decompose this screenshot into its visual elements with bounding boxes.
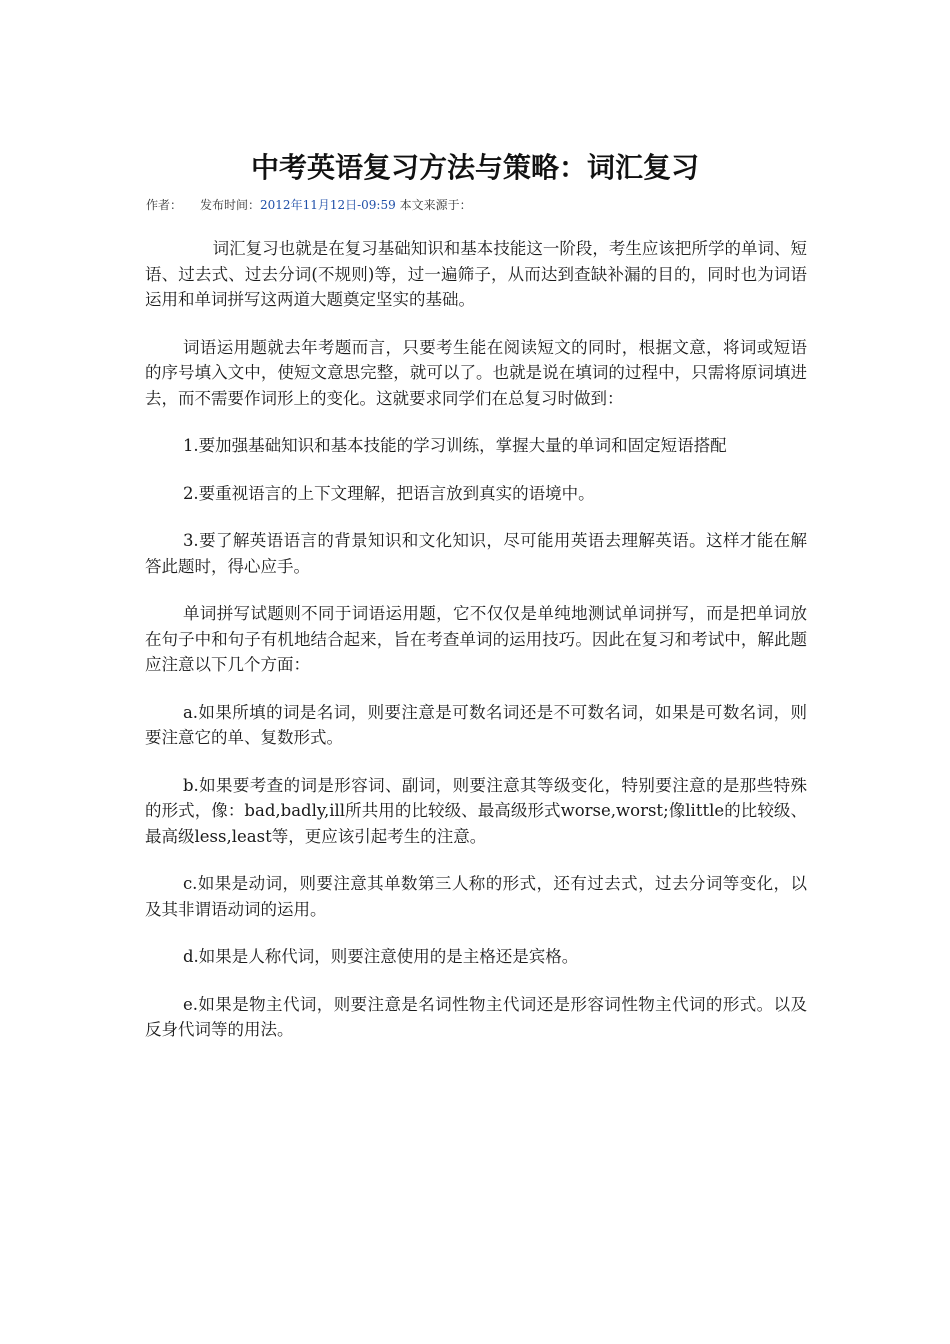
paragraph-point-d: d.如果是人称代词，则要注意使用的是主格还是宾格。	[182, 947, 579, 966]
source-label: 本文来源于：	[399, 198, 472, 212]
published-date: 2012年11月12日-09:59	[260, 198, 396, 212]
paragraph-spelling: 单词拼写试题则不同于词语运用题，它不仅仅是单纯地测试单词拼写，而是把单词放在句子中和句子有机地结合起来，旨在考查单词的运用技巧。因此在复习和考试中，解此题应注意以下几个方面：	[145, 604, 807, 674]
paragraph-intro: 词汇复习也就是在复习基础知识和基本技能这一阶段，考生应该把所学的单词、短语、过去式、过去分词(不规则)等，过一遍筛子，从而达到查缺补漏的目的，同时也为词语运用和单词拼写这两道大题奠定坚实的基础。	[145, 239, 807, 309]
published-label: 发布时间：	[200, 198, 261, 212]
paragraph-point-c: c.如果是动词，则要注意其单数第三人称的形式，还有过去式，过去分词等变化，以及其非谓语动词的运用。	[145, 874, 807, 919]
paragraph-point-3: 3.要了解英语语言的背景知识和文化知识，尽可能用英语去理解英语。这样才能在解答此题时，得心应手。	[145, 531, 807, 576]
paragraph-point-e: e.如果是物主代词，则要注意是名词性物主代词还是形容词性物主代词的形式。以及反身代词等的用法。	[145, 994, 807, 1039]
article-meta	[146, 197, 472, 213]
paragraph-point-2: 2.要重视语言的上下文理解，把语言放到真实的语境中。	[182, 483, 595, 503]
paragraph-word-usage: 词语运用题就去年考题而言，只要考生能在阅读短文的同时，根据文意，将词或短语的序号填入文中，使短文意思完整，就可以了。也就是说在填词的过程中，只需将原词填进去，而不需要作词形上的变化。这就要求同学们在总复习时做到：	[145, 337, 807, 408]
paragraph-point-1: 1.要加强基础知识和基本技能的学习训练，掌握大量的单词和固定短语搭配	[182, 436, 727, 455]
paragraph-point-b: b.如果要考查的词是形容词、副词，则要注意其等级变化，特别要注意的是那些特殊的形式，像：bad,badly,ill所共用的比较级、最高级形式worse,worst;像little的比较级、最高级less,least等，更应该引起考生的注意。	[145, 775, 807, 846]
paragraph-point-a: a.如果所填的词是名词，则要注意是可数名词还是不可数名词，如果是可数名词，则要注意它的单、复数形式。	[145, 702, 807, 747]
page-title: 中考英语复习方法与策略：词汇复习	[250, 151, 699, 184]
author-label: 作者：	[146, 198, 183, 212]
article-body	[145, 236, 807, 1065]
